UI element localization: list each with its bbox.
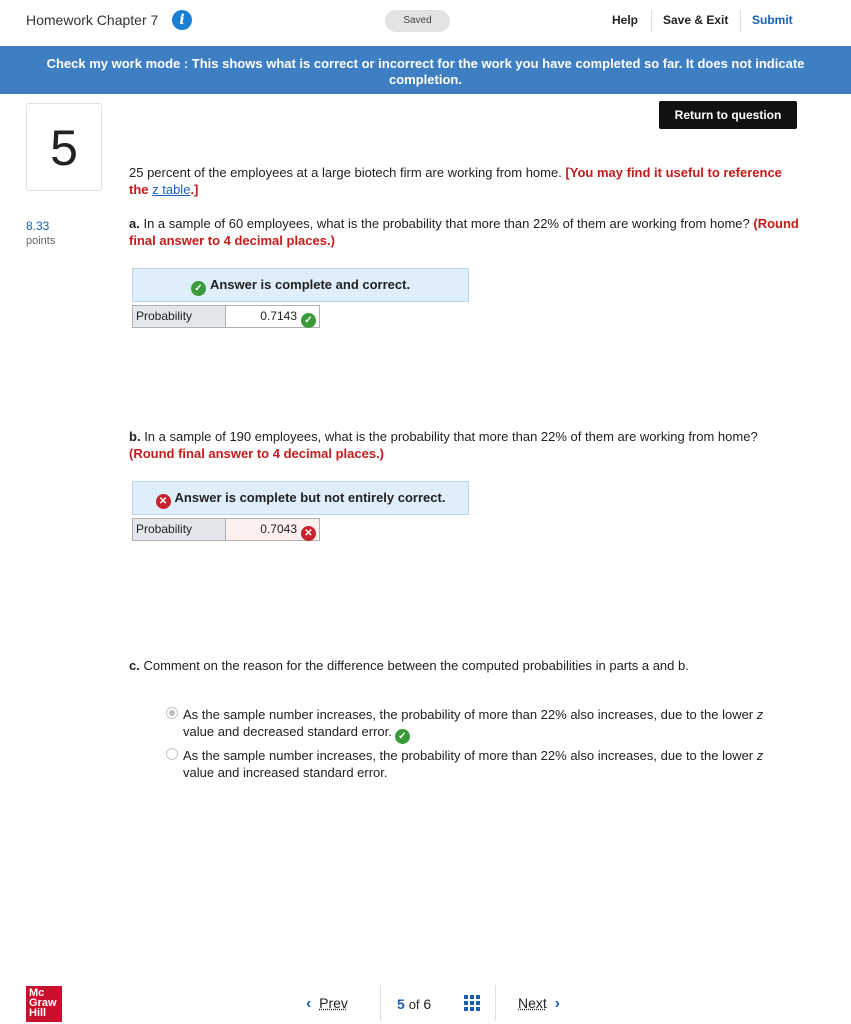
part-b-text: In a sample of 190 employees, what is the probability that more than 22% of them are working from home? [144,429,758,444]
assignment-title: Homework Chapter 7 [26,12,159,28]
page-indicator [397,996,431,1012]
total-pages: 6 [423,996,432,1012]
part-b-answer-value: 0.7043 [260,522,297,536]
hint-prefix: [You may find it useful to reference the [129,165,782,197]
save-exit-button[interactable]: Save & Exit [663,13,729,27]
logo-line-1: Mc [29,987,45,999]
logo-line-2: Graw [29,997,57,1009]
part-a-question [129,215,799,249]
footer-divider [495,985,496,1021]
prev-button[interactable] [306,995,348,1013]
option-1-z: z [756,707,764,722]
option-1-text-b: value and decreased standard error. [183,724,392,739]
question-number: 5 [26,103,102,191]
intro-text: 25 percent of the employees at a large biotech firm are working from home. [129,165,562,180]
part-a-answer-value: 0.7143 [260,309,297,323]
chevron-right-icon: › [554,995,560,1012]
check-icon: ✓ [395,729,410,744]
option-2-text-a: As the sample number increases, the probability of more than 22% also increases, due to the lower [183,748,754,763]
part-c-option-1[interactable] [166,706,796,744]
x-icon: ✕ [156,494,171,509]
help-button[interactable]: Help [612,13,639,27]
header-divider [651,10,652,32]
next-label: Next [518,995,547,1011]
question-intro [129,164,799,198]
part-a-answer-label: Probability [132,305,226,328]
part-b-question [129,428,799,462]
check-icon: ✓ [191,281,206,296]
footer-divider [380,985,381,1021]
option-1-text-a: As the sample number increases, the probability of more than 22% also increases, due to the lower [183,707,754,722]
radio-button[interactable] [166,748,178,760]
z-table-link[interactable]: z table [152,182,191,197]
page-of: of [408,997,420,1012]
check-icon: ✓ [301,313,316,328]
prev-label: Prev [319,995,348,1011]
part-a-status [132,268,469,302]
x-icon: ✕ [301,526,316,541]
points-value: 8.33 [26,219,50,233]
info-icon[interactable]: i [172,10,192,30]
part-a-answer-field[interactable] [225,305,320,328]
chevron-left-icon: ‹ [306,995,312,1012]
part-a-instruction: (Round final answer to 4 decimal places.) [129,216,799,248]
part-a-status-text: Answer is complete and correct. [209,277,411,292]
next-button[interactable] [518,995,560,1013]
saved-status-badge: Saved [385,10,450,32]
header-divider [740,10,741,32]
return-to-question-button[interactable]: Return to question [659,101,797,129]
check-my-work-banner: Check my work mode : This shows what is correct or incorrect for the work you have completed so far. It does not indicate completion. [0,46,851,94]
part-b-answer-field[interactable] [225,518,320,541]
option-2-text-b: value and increased standard error. [183,765,388,780]
part-a-label: a. [129,216,140,231]
hint-suffix: .] [190,182,199,197]
part-c-option-2[interactable] [166,747,796,781]
part-c-question [129,657,799,674]
part-b-answer-label: Probability [132,518,226,541]
part-b-label: b. [129,429,141,444]
part-c-text: Comment on the reason for the difference between the computed probabilities in parts a and b. [143,658,689,673]
radio-button-selected[interactable] [166,707,178,719]
part-a-text: In a sample of 60 employees, what is the probability that more than 22% of them are working from home? [143,216,750,231]
part-c-label: c. [129,658,140,673]
points-label: points [26,235,56,247]
option-2-z: z [756,748,764,763]
part-b-status-text: Answer is complete but not entirely correct. [174,490,446,505]
current-page: 5 [397,996,405,1012]
mcgraw-hill-logo [26,986,62,1022]
submit-button[interactable]: Submit [752,13,793,27]
part-b-instruction: (Round final answer to 4 decimal places.) [129,446,385,461]
part-b-status [132,481,469,515]
logo-line-3: Hill [29,1007,47,1019]
top-bar [0,0,851,44]
question-grid-icon[interactable] [463,994,481,1012]
